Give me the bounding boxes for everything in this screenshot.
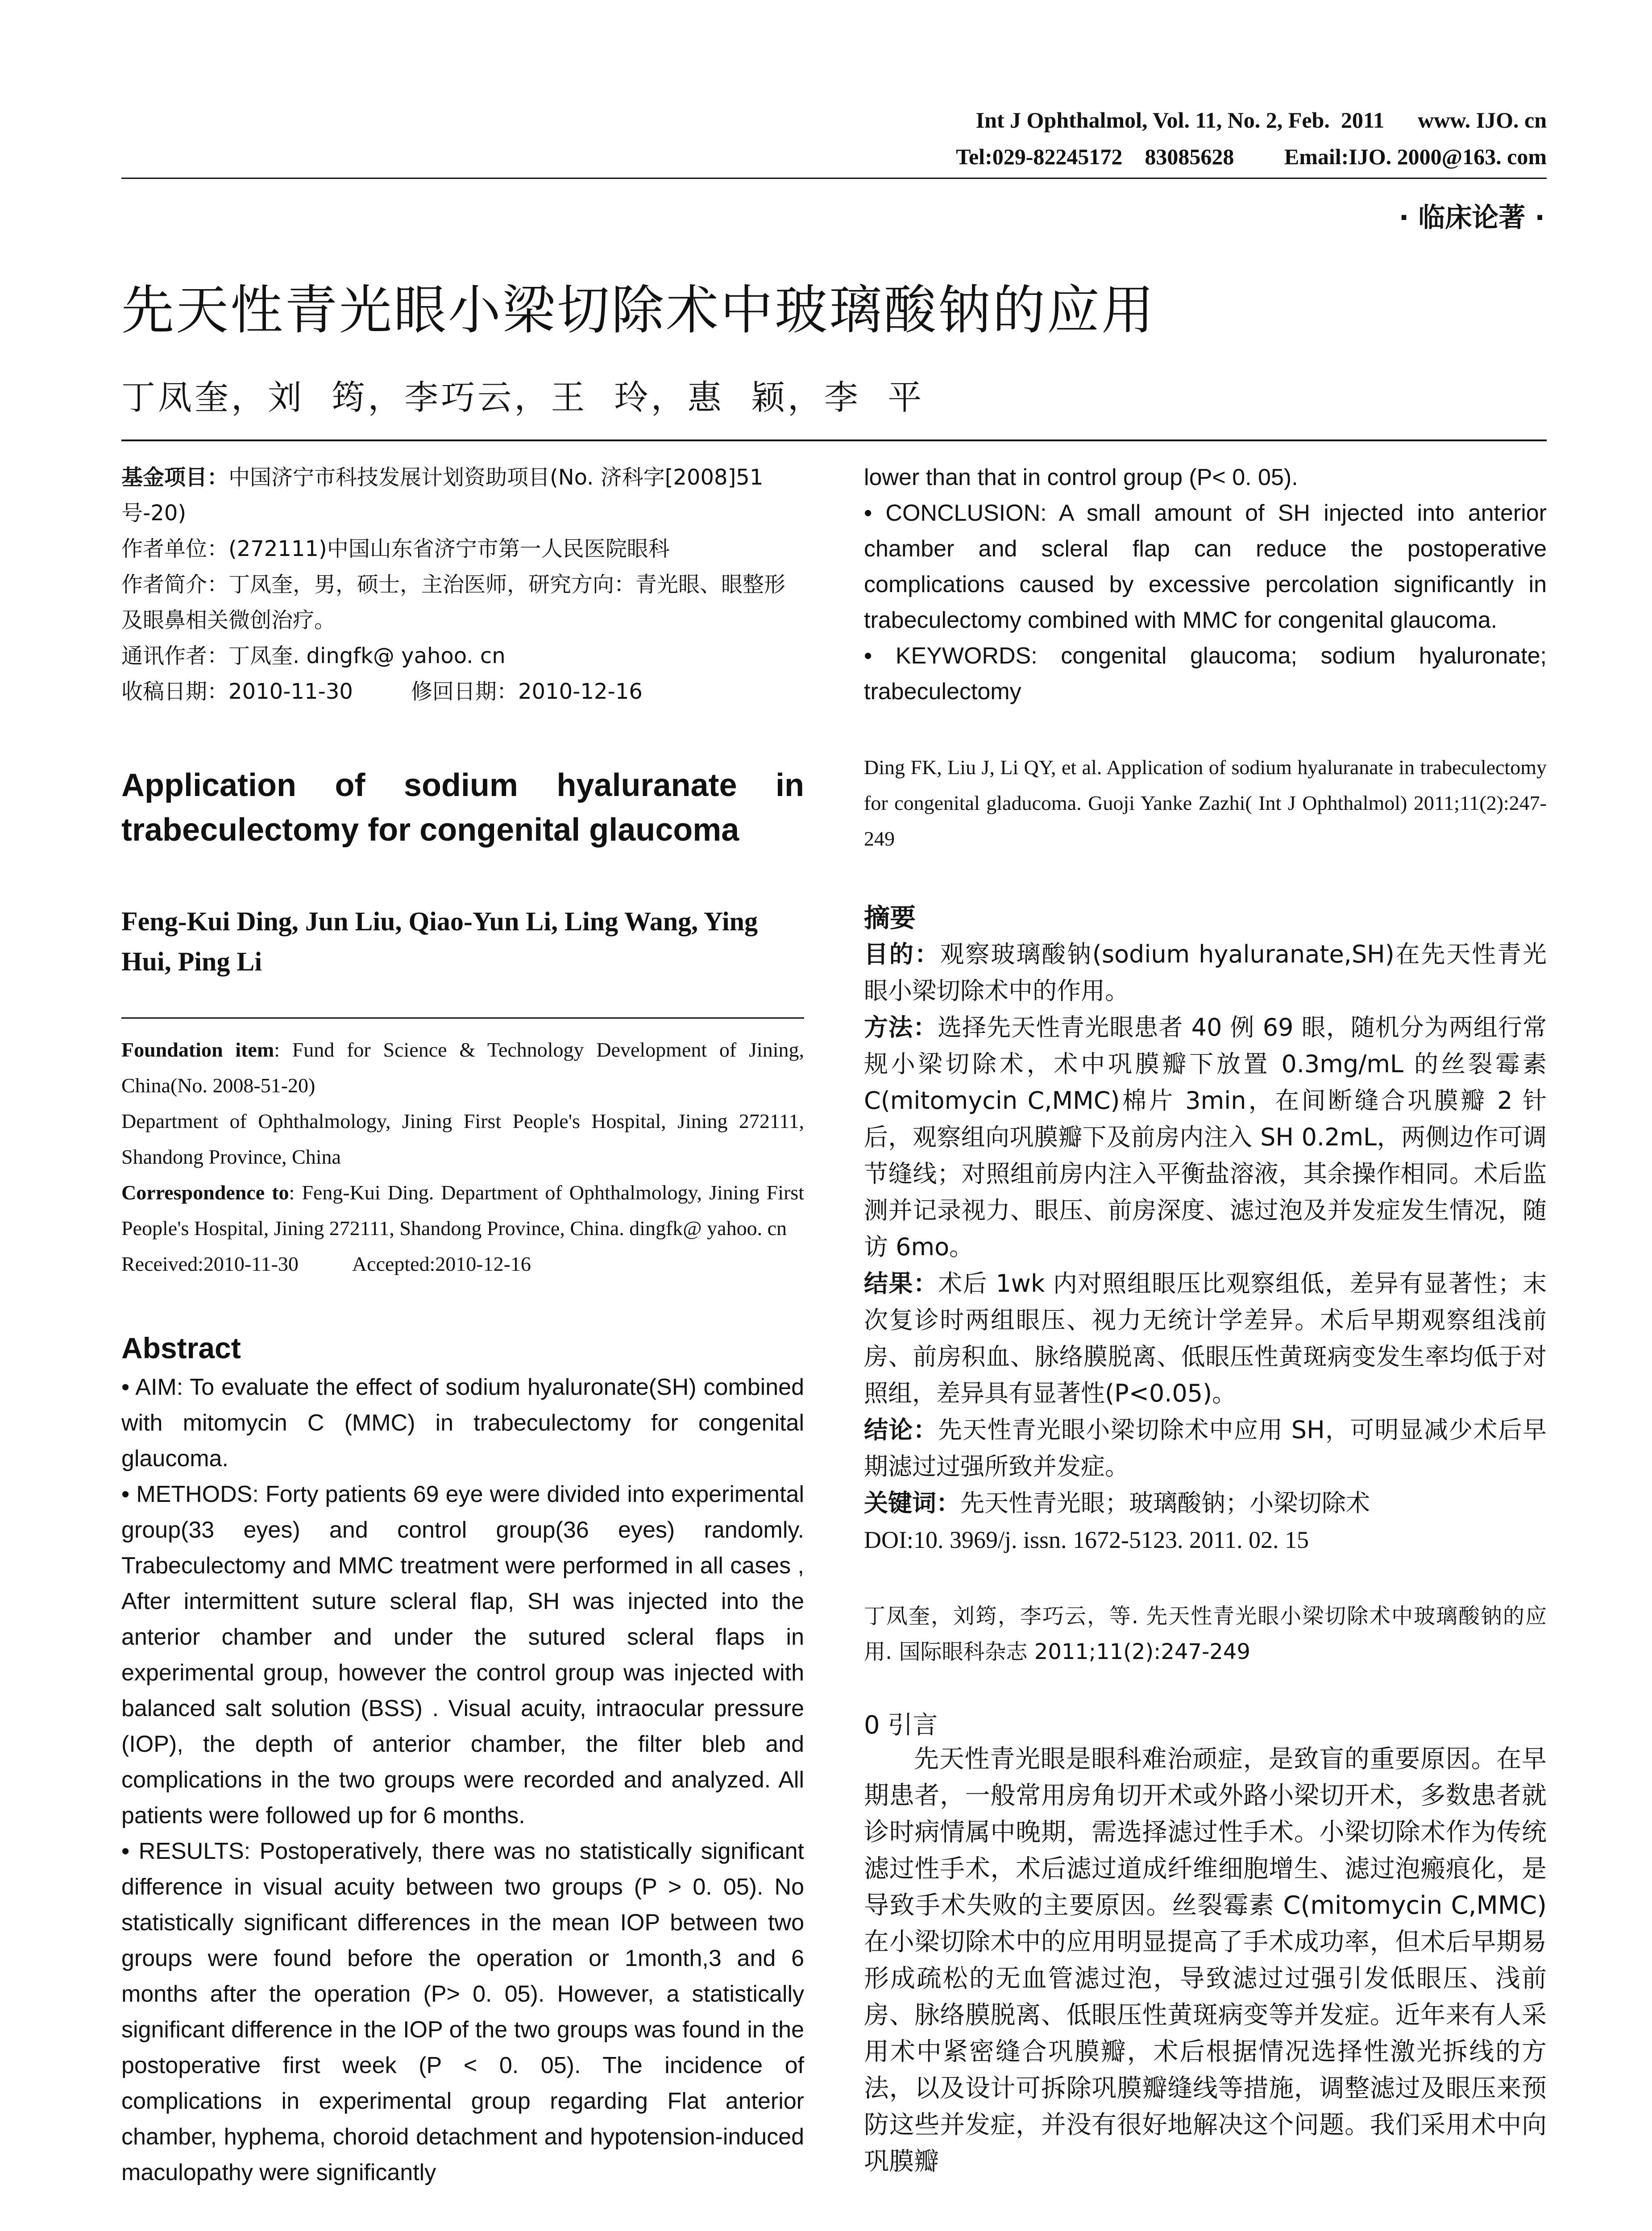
abstract-aim: • AIM: To evaluate the effect of sodium hyaluronate(SH) combined with mitomycin C (MMC) in trabeculectomy for congenital glaucoma. xyxy=(121,1369,804,1476)
authors-zh: 丁凤奎，刘 筠，李巧云，王 玲，惠 颖，李 平 xyxy=(121,377,925,417)
title-en: Application of sodium hyaluranate in trabeculectomy for congenital glaucoma xyxy=(121,767,804,848)
corr-zh: 通讯作者：丁凤奎. dingfk@ yahoo. cn xyxy=(121,643,506,668)
title-rule xyxy=(121,440,1547,441)
dept-en: Department of Ophthalmology, Jining First People's Hospital, Jining 272111, Shandong Province, China xyxy=(121,1110,804,1168)
abstract-zh-body xyxy=(864,936,1547,1558)
journal-header-line1: Int J Ophthalmol, Vol. 11, No. 2, Feb. 2011 www. IJO. cn xyxy=(975,108,1547,133)
abstract-heading: Abstract xyxy=(121,1331,241,1364)
abstract-results: • RESULTS: Postoperatively, there was no statistically significant difference in visual acuity between two groups (P > 0. 05). No statistically significant differences in the mean IOP between two groups were found before the operation or 1month,3 and 6 months after the operation (P> 0. 05). However, a statistically significant difference in the IOP of the two groups was found in the postoperative first week (P < 0. 05). The incidence of complications in experimental group regarding Flat anterior chamber, hyphema, choroid detachment and hypotension-induced maculopathy were significantly xyxy=(121,1833,804,2190)
unit-zh: 作者单位：(272111)中国山东省济宁市第一人民医院眼科 xyxy=(121,536,670,561)
info-en-block xyxy=(121,1032,804,1282)
abstract-zh-aim: 目的：观察玻璃酸钠(sodium hyaluranate,SH)在先天性青光眼小梁切除术中的作用。 xyxy=(864,940,1547,1005)
title-zh: 先天性青光眼小梁切除术中玻璃酸钠的应用 xyxy=(121,279,1156,341)
abstract-zh-conclusion: 结论：先天性青光眼小梁切除术中应用 SH，可明显减少术后早期滤过过强所致并发症。 xyxy=(864,1416,1547,1480)
authors-rule xyxy=(121,1017,804,1019)
abstract-keywords: • KEYWORDS: congenital glaucoma; sodium hyaluronate; trabeculectomy xyxy=(864,638,1547,709)
header-rule xyxy=(121,178,1547,179)
section-tag: · 临床论著 · xyxy=(1399,202,1545,233)
abstract-zh-methods: 方法：选择先天性青光眼患者 40 例 69 眼，随机分为两组行常规小梁切除术，术中巩膜瓣下放置 0.3mg/mL 的丝裂霉素 C(mitomycin C,MMC)棉片 3min，在间断缝合巩膜瓣 2 针后，观察组向巩膜瓣下及前房内注入 SH 0.2mL，两侧边作可调节缝线；对照组前房内注入平衡盐溶液，其余操作相同。术后监测并记录视力、眼压、前房深度、滤过泡及并发症发生情况，随访 6mo。 xyxy=(864,1013,1547,1261)
intro-text: 先天性青光眼是眼科难治顽症，是致盲的重要原因。在早期患者，一般常用房角切开术或外路小梁切开术，多数患者就诊时病情属中晚期，需选择滤过性手术。小梁切除术作为传统滤过性手术，术后滤过道成纤维细胞增生、滤过泡瘢痕化，是导致手术失败的主要原因。丝裂霉素 C(mitomycin C,MMC)在小梁切除术中的应用明显提高了手术成功率，但术后早期易形成疏松的无血管滤过泡，导致滤过过强引发低眼压、浅前房、脉络膜脱离、低眼压性黄斑病变等并发症。近年来有人采用术中紧密缝合巩膜瓣，术后根据情况选择性激光拆线的方法，以及设计可拆除巩膜瓣缝线等措施，调整滤过及眼压来预防这些并发症，并没有很好地解决这个问题。我们采用术中向巩膜瓣 xyxy=(864,1745,1547,2176)
abstract-en-cont xyxy=(864,460,1547,709)
authors-en: Feng-Kui Ding, Jun Liu, Qiao-Yun Li, Ling Wang, Ying Hui, Ping Li xyxy=(121,907,758,976)
citation-en: Ding FK, Liu J, Li QY, et al. Application of sodium hyaluranate in trabeculectomy for congenital gladucoma. Guoji Yanke Zazhi( Int J Ophthalmol) 2011;11(2):247-249 xyxy=(864,756,1547,850)
funding-zh: 基金项目：中国济宁市科技发展计划资助项目(No. 济科字[2008]51 号-20) xyxy=(121,465,764,526)
abstract-zh-heading: 摘要 xyxy=(864,903,916,933)
info-zh-block xyxy=(121,460,804,709)
abstract-conclusion: • CONCLUSION: A small amount of SH injected into anterior chamber and scleral flap can reduce the postoperative complications caused by excessive percolation significantly in trabeculectomy combined with MMC for congenital glaucoma. xyxy=(864,495,1547,638)
abstract-methods: • METHODS: Forty patients 69 eye were divided into experimental group(33 eyes) and control group(36 eyes) randomly. Trabeculectomy and MMC treatment were performed in all cases , After intermittent suture scleral flap, SH was injected into the anterior chamber and under the sutured scleral flaps in experimental group, however the control group was injected with balanced salt solution (BSS) . Visual acuity, intraocular pressure (IOP), the depth of anterior chamber, the filter bleb and complications in the two groups were recorded and analyzed. All patients were followed up for 6 months. xyxy=(121,1476,804,1833)
abstract-zh-results: 结果：术后 1wk 内对照组眼压比观察组低，差异有显著性；末次复诊时两组眼压、视力无统计学差异。术后早期观察组浅前房、前房积血、脉络膜脱离、低眼压性黄斑病变发生率均低于对照组，差异具有显著性(P<0.05)。 xyxy=(864,1269,1547,1407)
abstract-zh-keywords: 关键词：先天性青光眼；玻璃酸钠；小梁切除术 xyxy=(864,1489,1370,1517)
journal-header-line2: Tel:029-82245172 83085628 Email:IJO. 2000@163. com xyxy=(956,144,1547,169)
bio-zh: 作者简介：丁凤奎，男，硕士，主治医师，研究方向：青光眼、眼整形及眼鼻相关微创治疗。 xyxy=(121,572,786,633)
dates-en: Received:2010-11-30 Accepted:2010-12-16 xyxy=(121,1252,531,1275)
foundation-en: Foundation item: Fund for Science & Technology Development of Jining, China(No. 2008-51-20) xyxy=(121,1038,804,1097)
corr-en: Correspondence to: Feng-Kui Ding. Department of Ophthalmology, Jining First People's Hospital, Jining 272111, Shandong Province, China. dingfk@ yahoo. cn xyxy=(121,1181,804,1240)
left-column xyxy=(121,460,804,2190)
abstract-en-body xyxy=(121,1369,804,2190)
doi: DOI:10. 3969/j. issn. 1672-5123. 2011. 02. 15 xyxy=(864,1526,1309,1553)
dates-zh: 收稿日期：2010-11-30 修回日期：2010-12-16 xyxy=(121,679,643,704)
abstract-results-cont: lower than that in control group (P< 0. 05). xyxy=(864,464,1298,490)
right-column xyxy=(864,460,1547,2180)
intro-heading: 0 引言 xyxy=(864,1711,938,1740)
citation-zh: 丁凤奎，刘筠，李巧云，等. 先天性青光眼小梁切除术中玻璃酸钠的应用. 国际眼科杂志 2011;11(2):247-249 xyxy=(864,1604,1547,1664)
